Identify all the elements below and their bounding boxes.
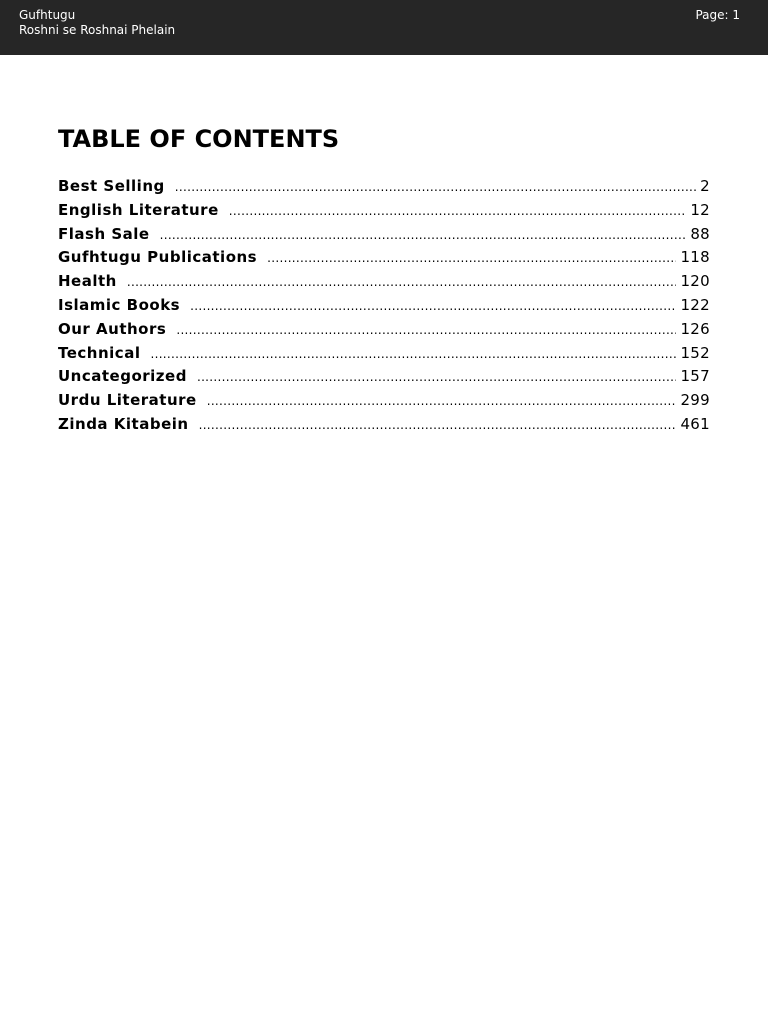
toc-entry-page: 152 xyxy=(680,343,710,362)
toc-entry-urdu-literature[interactable] xyxy=(58,389,710,413)
site-name: Gufhtugu xyxy=(19,8,76,22)
toc-entry-label: Islamic Books xyxy=(58,295,181,314)
toc-dot-leader xyxy=(175,176,696,200)
toc-entry-label: Technical xyxy=(58,343,141,362)
toc-title: TABLE OF CONTENTS xyxy=(58,125,340,153)
toc-entry-zinda-kitabein[interactable] xyxy=(58,413,710,437)
page-header xyxy=(0,0,768,55)
toc-entry-page: 120 xyxy=(680,272,710,291)
toc-entry-label: Flash Sale xyxy=(58,224,150,243)
toc-entry-label: Urdu Literature xyxy=(58,391,197,410)
toc-entry-label: Health xyxy=(58,272,117,291)
toc-entry-label: Best Selling xyxy=(58,177,165,195)
toc-entry-technical[interactable] xyxy=(58,342,710,366)
toc-entry-islamic-books[interactable] xyxy=(58,294,710,318)
toc-dot-leader xyxy=(190,295,676,319)
toc-list xyxy=(58,175,710,437)
toc-entry-page: 122 xyxy=(680,295,710,314)
toc-dot-leader xyxy=(207,390,677,414)
toc-entry-page: 118 xyxy=(680,248,710,267)
toc-entry-english-literature[interactable] xyxy=(58,199,710,223)
toc-dot-leader xyxy=(150,343,676,367)
toc-entry-label: Uncategorized xyxy=(58,367,187,386)
toc-dot-leader xyxy=(197,366,677,390)
toc-entry-our-authors[interactable] xyxy=(58,318,710,342)
toc-entry-uncategorized[interactable] xyxy=(58,365,710,389)
toc-entry-page: 126 xyxy=(680,319,710,338)
toc-entry-page: 88 xyxy=(690,224,710,243)
toc-entry-flash-sale[interactable] xyxy=(58,223,710,247)
toc-entry-best-selling[interactable] xyxy=(58,175,710,199)
toc-dot-leader xyxy=(160,224,687,248)
toc-entry-page: 12 xyxy=(690,200,710,219)
toc-entry-label: Zinda Kitabein xyxy=(58,414,189,433)
toc-entry-label: English Literature xyxy=(58,200,219,219)
toc-entry-health[interactable] xyxy=(58,270,710,294)
toc-entry-page: 461 xyxy=(680,414,710,433)
toc-dot-leader xyxy=(229,200,687,224)
toc-entry-label: Gufhtugu Publications xyxy=(58,248,258,267)
toc-entry-label: Our Authors xyxy=(58,319,167,338)
toc-dot-leader xyxy=(176,319,676,343)
toc-entry-page: 2 xyxy=(700,177,710,195)
toc-entry-page: 157 xyxy=(680,367,710,386)
header-brand xyxy=(19,8,175,38)
toc-dot-leader xyxy=(127,271,677,295)
site-tagline: Roshni se Roshnai Phelain xyxy=(19,23,176,37)
page-number: Page: 1 xyxy=(695,8,740,22)
toc-dot-leader xyxy=(199,414,677,438)
toc-entry-page: 299 xyxy=(680,391,710,410)
toc-entry-gufhtugu-publications[interactable] xyxy=(58,246,710,270)
toc-dot-leader xyxy=(267,247,676,271)
